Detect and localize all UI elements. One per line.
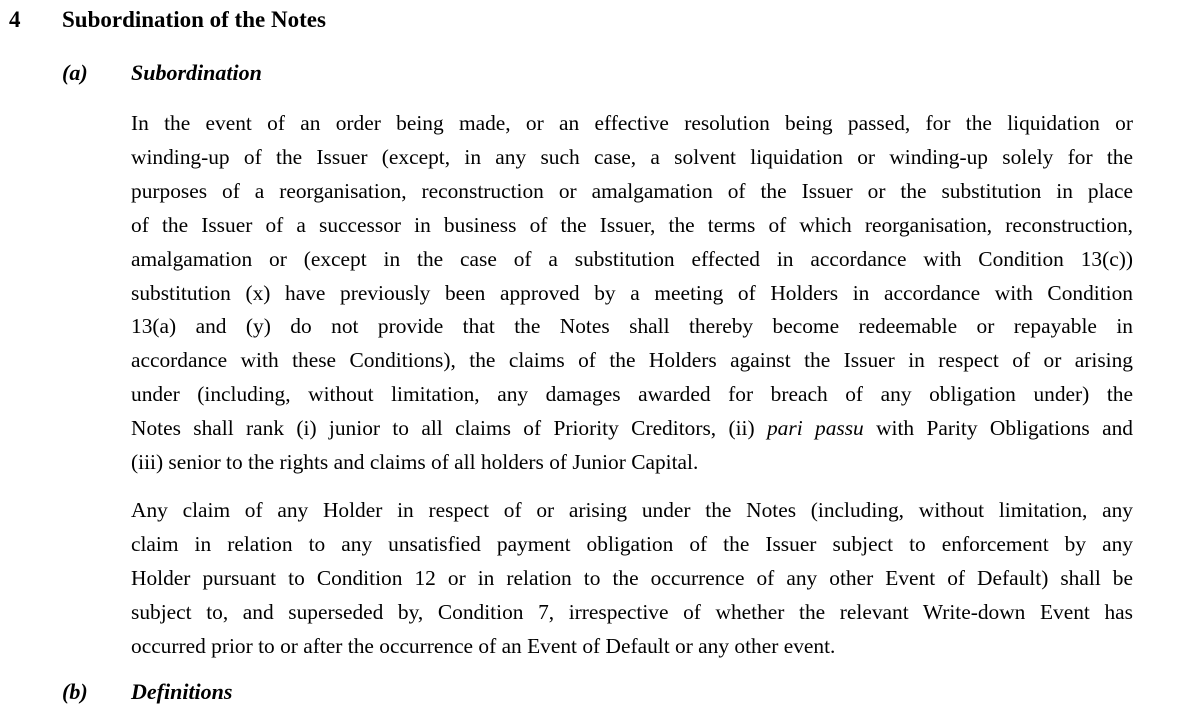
paragraph-line: substitution (x) have previously been approved by a meeting of Holders in accordance with Condition: [131, 280, 1133, 305]
subsection-b-label: (b): [62, 679, 88, 704]
paragraph-line: 13(a) and (y) do not provide that the Notes shall thereby become redeemable or repayable in: [131, 314, 1133, 339]
section-number: 4: [9, 7, 21, 32]
text-segment: with Parity Obligations and: [863, 416, 1133, 441]
italic-term-pari-passu: pari passu: [766, 416, 864, 441]
paragraph-subordination-1: [131, 107, 1133, 480]
text-segment: Notes shall rank (i) junior to all claims of Priority Creditors, (ii): [131, 416, 767, 441]
paragraph-line: accordance with these Conditions), the claims of the Holders against the Issuer in respect of or arising: [131, 348, 1133, 373]
subsection-a-title: Subordination: [131, 60, 262, 85]
paragraph-line: In the event of an order being made, or an effective resolution being passed, for the liquidation or: [131, 111, 1133, 135]
paragraph-line: under (including, without limitation, any damages awarded for breach of any obligation under) the: [131, 382, 1133, 407]
paragraph-line-mixed: [131, 412, 1133, 446]
subsection-b-title: Definitions: [131, 679, 233, 704]
paragraph-line: (iii) senior to the rights and claims of all holders of Junior Capital.: [131, 450, 699, 475]
paragraph-line: Holder pursuant to Condition 12 or in relation to the occurrence of any other Event of Default) shall be: [131, 565, 1133, 590]
paragraph-line: claim in relation to any unsatisfied payment obligation of the Issuer subject to enforcement by any: [131, 531, 1133, 556]
paragraph-line: amalgamation or (except in the case of a substitution effected in accordance with Condition 13(c)): [131, 246, 1133, 271]
subsection-a-label: (a): [62, 60, 88, 85]
paragraph-line: purposes of a reorganisation, reconstruction or amalgamation of the Issuer or the substitution in place: [131, 178, 1133, 203]
paragraph-line: occurred prior to or after the occurrence of an Event of Default or any other event.: [131, 633, 836, 658]
paragraph-line: winding-up of the Issuer (except, in any such case, a solvent liquidation or winding-up solely for the: [131, 144, 1133, 169]
paragraph-line: Any claim of any Holder in respect of or arising under the Notes (including, without limitation, any: [131, 498, 1133, 522]
paragraph-line: of the Issuer of a successor in business of the Issuer, the terms of which reorganisation, reconstruction,: [131, 212, 1133, 237]
section-title: Subordination of the Notes: [62, 7, 326, 32]
paragraph-subordination-2: [131, 494, 1133, 664]
paragraph-line: subject to, and superseded by, Condition 7, irrespective of whether the relevant Write-down Event has: [131, 599, 1133, 624]
